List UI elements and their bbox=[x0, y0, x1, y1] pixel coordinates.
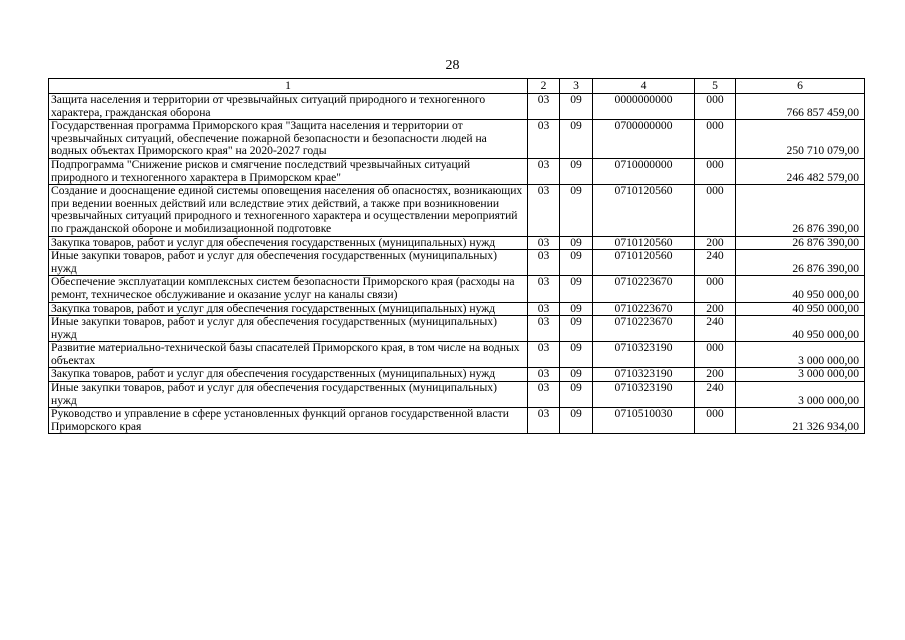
table-row bbox=[49, 236, 865, 250]
row-rz-cell: 03 bbox=[528, 302, 560, 316]
row-pr-cell: 09 bbox=[560, 185, 593, 236]
row-sum-cell: 21 326 934,00 bbox=[736, 408, 865, 434]
header-col-pr: 3 bbox=[560, 79, 593, 94]
row-pr-cell: 09 bbox=[560, 158, 593, 184]
header-col-rz: 2 bbox=[528, 79, 560, 94]
row-sum-cell: 3 000 000,00 bbox=[736, 368, 865, 382]
row-vr-cell: 000 bbox=[695, 276, 736, 302]
table-row bbox=[49, 368, 865, 382]
row-csr-cell: 0710120560 bbox=[593, 185, 695, 236]
table-row bbox=[49, 158, 865, 184]
table-row bbox=[49, 302, 865, 316]
table-row bbox=[49, 342, 865, 368]
row-csr-cell: 0710000000 bbox=[593, 158, 695, 184]
row-rz-cell: 03 bbox=[528, 158, 560, 184]
row-vr-cell: 200 bbox=[695, 302, 736, 316]
row-vr-cell: 000 bbox=[695, 185, 736, 236]
row-sum-cell: 766 857 459,00 bbox=[736, 94, 865, 120]
row-name-cell: Иные закупки товаров, работ и услуг для обеспечения государственных (муниципальных) нужд bbox=[49, 382, 528, 408]
row-vr-cell: 240 bbox=[695, 382, 736, 408]
row-vr-cell: 000 bbox=[695, 120, 736, 159]
row-vr-cell: 200 bbox=[695, 368, 736, 382]
table-row bbox=[49, 120, 865, 159]
row-vr-cell: 200 bbox=[695, 236, 736, 250]
row-name-cell: Иные закупки товаров, работ и услуг для обеспечения государственных (муниципальных) нужд bbox=[49, 316, 528, 342]
row-pr-cell: 09 bbox=[560, 94, 593, 120]
table-row bbox=[49, 94, 865, 120]
row-name-cell: Закупка товаров, работ и услуг для обеспечения государственных (муниципальных) нужд bbox=[49, 302, 528, 316]
row-csr-cell: 0710323190 bbox=[593, 342, 695, 368]
row-vr-cell: 000 bbox=[695, 94, 736, 120]
row-sum-cell: 40 950 000,00 bbox=[736, 302, 865, 316]
row-pr-cell: 09 bbox=[560, 250, 593, 276]
row-sum-cell: 26 876 390,00 bbox=[736, 250, 865, 276]
row-csr-cell: 0710323190 bbox=[593, 382, 695, 408]
table-row bbox=[49, 382, 865, 408]
row-name-cell: Защита населения и территории от чрезвычайных ситуаций природного и техногенного характера, гражданская оборона bbox=[49, 94, 528, 120]
row-csr-cell: 0710223670 bbox=[593, 302, 695, 316]
row-name-cell: Обеспечение эксплуатации комплексных систем безопасности Приморского края (расходы на ремонт, техническое обслуживание и оказание услуг на каналы связи) bbox=[49, 276, 528, 302]
row-name-cell: Государственная программа Приморского края "Защита населения и территории от чрезвычайных ситуаций, обеспечение пожарной безопасности и безопасности людей на водных объектах Приморского края" на 2020-2027 годы bbox=[49, 120, 528, 159]
row-pr-cell: 09 bbox=[560, 382, 593, 408]
row-rz-cell: 03 bbox=[528, 120, 560, 159]
row-sum-cell: 246 482 579,00 bbox=[736, 158, 865, 184]
header-col-name: 1 bbox=[49, 79, 528, 94]
row-rz-cell: 03 bbox=[528, 368, 560, 382]
row-pr-cell: 09 bbox=[560, 316, 593, 342]
row-pr-cell: 09 bbox=[560, 368, 593, 382]
row-pr-cell: 09 bbox=[560, 342, 593, 368]
row-rz-cell: 03 bbox=[528, 185, 560, 236]
row-rz-cell: 03 bbox=[528, 408, 560, 434]
row-csr-cell: 0710510030 bbox=[593, 408, 695, 434]
row-vr-cell: 000 bbox=[695, 342, 736, 368]
table-row bbox=[49, 276, 865, 302]
row-rz-cell: 03 bbox=[528, 250, 560, 276]
row-csr-cell: 0710223670 bbox=[593, 316, 695, 342]
row-sum-cell: 3 000 000,00 bbox=[736, 342, 865, 368]
row-name-cell: Руководство и управление в сфере установленных функций органов государственной власти Приморского края bbox=[49, 408, 528, 434]
row-csr-cell: 0000000000 bbox=[593, 94, 695, 120]
table-row bbox=[49, 316, 865, 342]
row-sum-cell: 40 950 000,00 bbox=[736, 316, 865, 342]
row-rz-cell: 03 bbox=[528, 94, 560, 120]
budget-table bbox=[48, 78, 865, 434]
row-sum-cell: 40 950 000,00 bbox=[736, 276, 865, 302]
table-body bbox=[49, 94, 865, 434]
row-vr-cell: 000 bbox=[695, 408, 736, 434]
row-vr-cell: 000 bbox=[695, 158, 736, 184]
row-pr-cell: 09 bbox=[560, 408, 593, 434]
row-sum-cell: 250 710 079,00 bbox=[736, 120, 865, 159]
table-row bbox=[49, 250, 865, 276]
row-rz-cell: 03 bbox=[528, 382, 560, 408]
table-row bbox=[49, 408, 865, 434]
row-name-cell: Создание и дооснащение единой системы оповещения населения об опасностях, возникающих при ведении военных действий или вследствие этих действий, а также при возникновении чрезвычайных ситуаций природного и техногенного характера и осуществлении мероприятий по гражданской обороне и мобилизационной подготовке bbox=[49, 185, 528, 236]
row-pr-cell: 09 bbox=[560, 236, 593, 250]
row-vr-cell: 240 bbox=[695, 316, 736, 342]
row-csr-cell: 0710120560 bbox=[593, 236, 695, 250]
row-csr-cell: 0710223670 bbox=[593, 276, 695, 302]
page-number: 28 bbox=[445, 58, 460, 73]
header-col-sum: 6 bbox=[736, 79, 865, 94]
table-row bbox=[49, 185, 865, 236]
row-csr-cell: 0710120560 bbox=[593, 250, 695, 276]
row-sum-cell: 26 876 390,00 bbox=[736, 236, 865, 250]
row-name-cell: Закупка товаров, работ и услуг для обеспечения государственных (муниципальных) нужд bbox=[49, 236, 528, 250]
row-rz-cell: 03 bbox=[528, 276, 560, 302]
row-sum-cell: 26 876 390,00 bbox=[736, 185, 865, 236]
table-header-row bbox=[49, 79, 865, 94]
row-pr-cell: 09 bbox=[560, 120, 593, 159]
row-rz-cell: 03 bbox=[528, 342, 560, 368]
row-rz-cell: 03 bbox=[528, 316, 560, 342]
row-pr-cell: 09 bbox=[560, 302, 593, 316]
row-vr-cell: 240 bbox=[695, 250, 736, 276]
row-rz-cell: 03 bbox=[528, 236, 560, 250]
header-col-vr: 5 bbox=[695, 79, 736, 94]
row-name-cell: Подпрограмма "Снижение рисков и смягчение последствий чрезвычайных ситуаций природного и техногенного характера в Приморском крае" bbox=[49, 158, 528, 184]
header-col-csr: 4 bbox=[593, 79, 695, 94]
row-csr-cell: 0710323190 bbox=[593, 368, 695, 382]
row-pr-cell: 09 bbox=[560, 276, 593, 302]
row-sum-cell: 3 000 000,00 bbox=[736, 382, 865, 408]
row-name-cell: Развитие материально-технической базы спасателей Приморского края, в том числе на водных объектах bbox=[49, 342, 528, 368]
row-name-cell: Закупка товаров, работ и услуг для обеспечения государственных (муниципальных) нужд bbox=[49, 368, 528, 382]
row-name-cell: Иные закупки товаров, работ и услуг для обеспечения государственных (муниципальных) нужд bbox=[49, 250, 528, 276]
row-csr-cell: 0700000000 bbox=[593, 120, 695, 159]
